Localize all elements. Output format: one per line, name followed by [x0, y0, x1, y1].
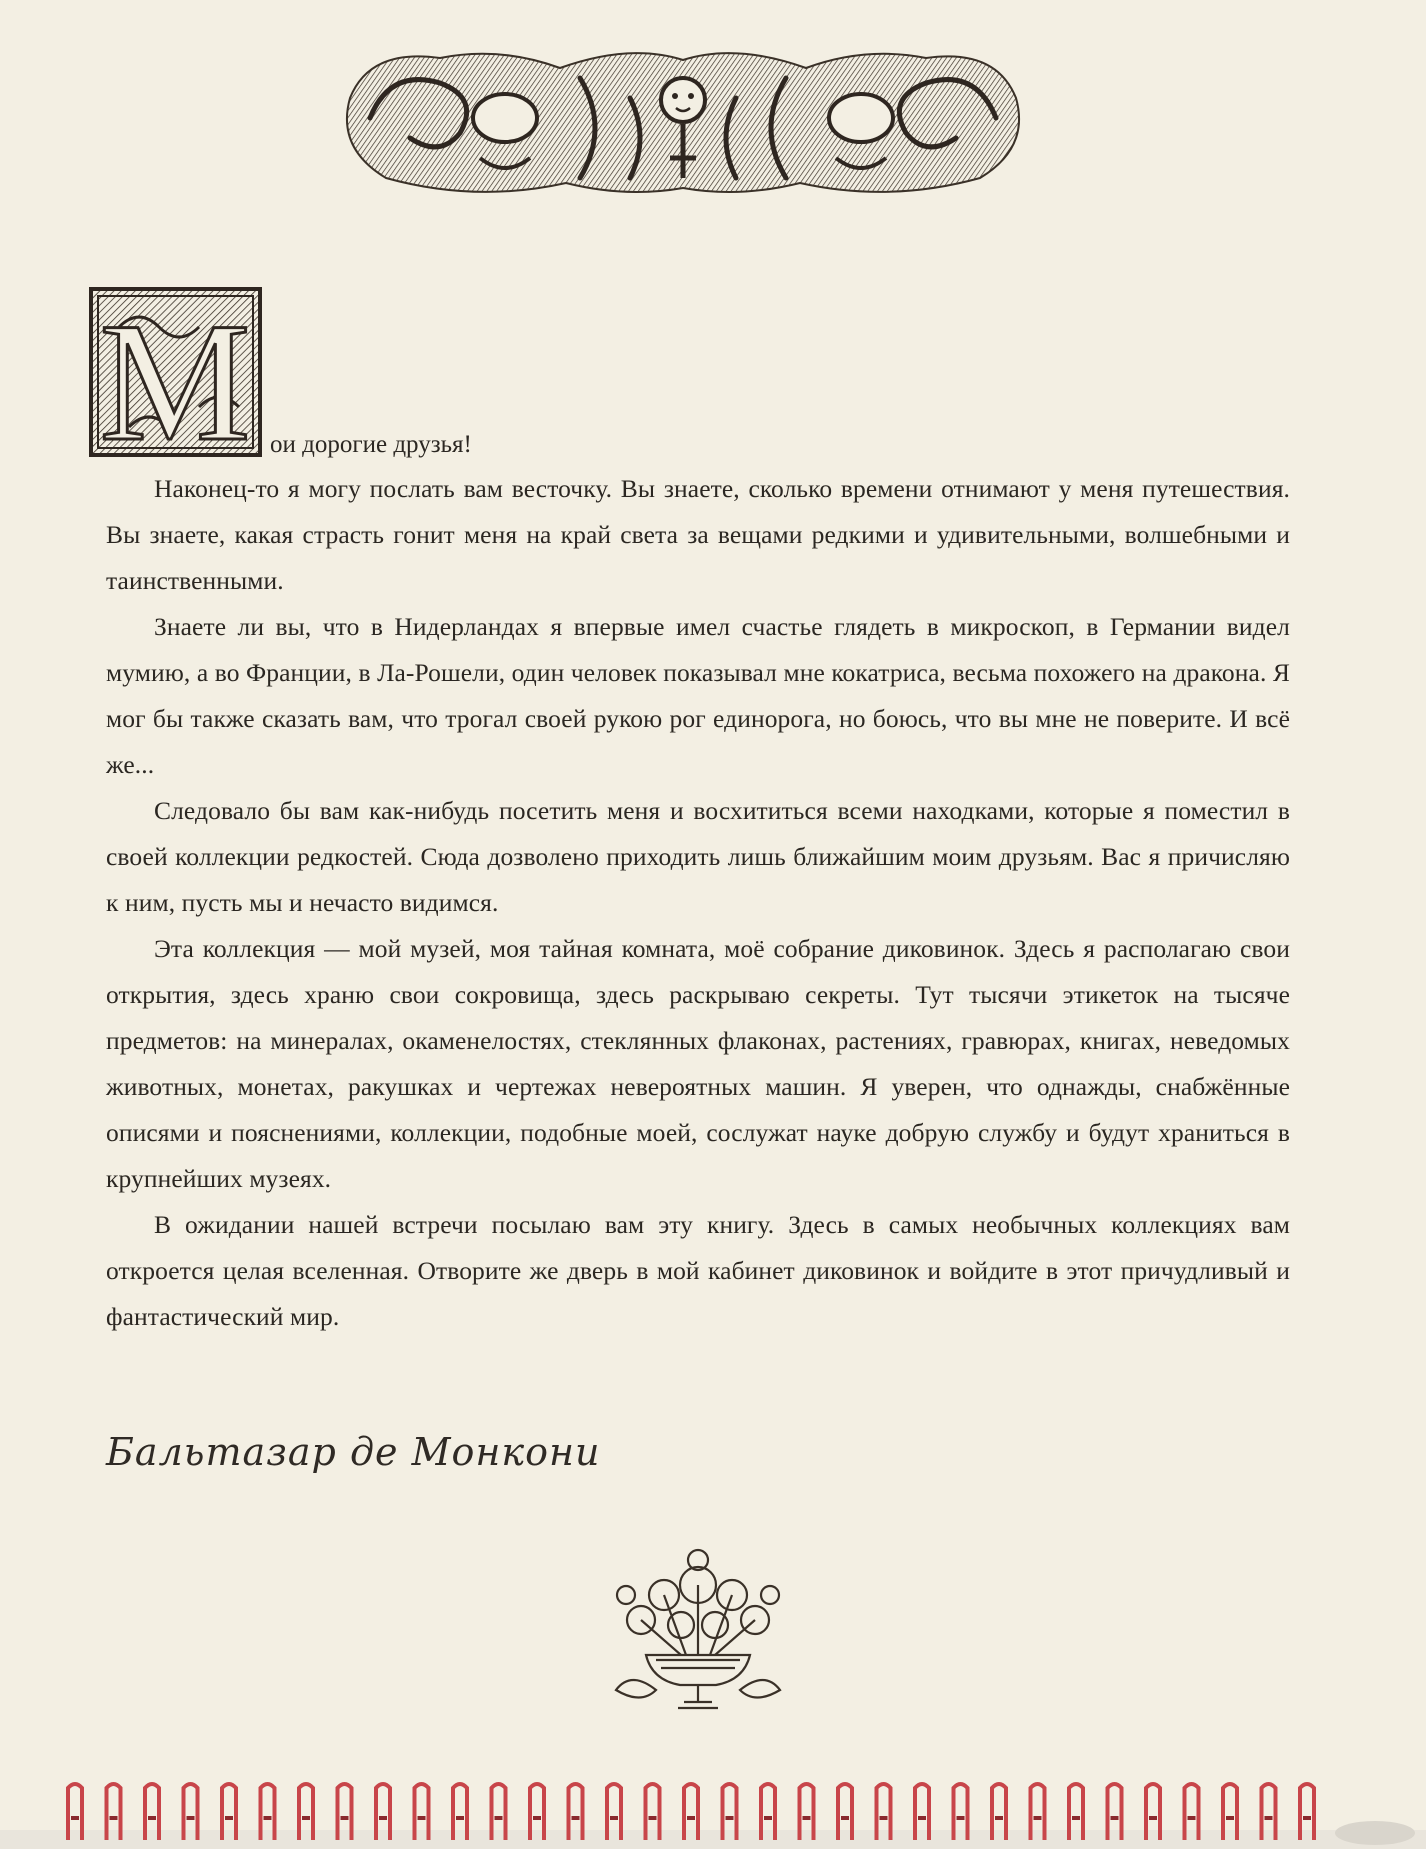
- paragraph: Следовало бы вам как-нибудь посетить меня и восхититься всеми находками, которые я поместил в своей коллекции редкостей. Сюда дозволено приходить лишь ближайшим моим друзьям. Вас я причисляю к ним, пусть мы и нечасто видимся.: [106, 796, 1290, 917]
- paragraph: Знаете ли вы, что в Нидерландах я впервые имел счастье глядеть в микроскоп, в Германии видел мумию, а во Франции, в Ла-Рошели, один человек показывал мне кокатриса, весьма похожего на дракона. Я мог бы также сказать вам, что трогал своей рукою рог единорога, но боюсь, что вы мне не поверите. И всё же...: [106, 612, 1291, 779]
- paragraph: В ожидании нашей встречи посылаю вам эту книгу. Здесь в самых необычных коллекциях вам откроется целая вселенная. Отворите же дверь в мой кабинет диковинок и войдите в этот причудливый и фантастический мир.: [106, 1210, 1290, 1331]
- signature: Бальтазар де Монкони: [106, 1430, 601, 1474]
- spiral-binding-icon: [0, 1778, 1426, 1849]
- dropcap-letter: M: [99, 288, 251, 457]
- salutation-line: ои дорогие друзья!: [270, 431, 472, 458]
- paragraph: Наконец-то я могу послать вам весточку. Вы знаете, сколько времени отнимают у меня путешествия. Вы знаете, какая страсть гонит меня на край света за вещами редкими и удивительными, волшебными и таинственными.: [106, 474, 1290, 595]
- letter-body: [106, 466, 1290, 1340]
- engraved-grotesque-headpiece-icon: [330, 38, 1036, 203]
- decorated-dropcap-m-icon: [89, 287, 262, 457]
- flower-vase-tailpiece-icon: [586, 1540, 810, 1725]
- paragraph: Эта коллекция — мой музей, моя тайная комната, моё собрание диковинок. Здесь я располагаю свои открытия, здесь храню свои сокровища, здесь раскрываю секреты. Тут тысячи этикеток на тысяче предметов: на минералах, окаменелостях, стеклянных флаконах, растениях, гравюрах, книгах, неведомых животных, монетах, ракушках и чертежах невероятных машин. Я уверен, что однажды, снабжённые описями и пояснениями, коллекции, подобные моей, сослужат науке добрую службу и будут храниться в крупнейших музеях.: [106, 934, 1290, 1193]
